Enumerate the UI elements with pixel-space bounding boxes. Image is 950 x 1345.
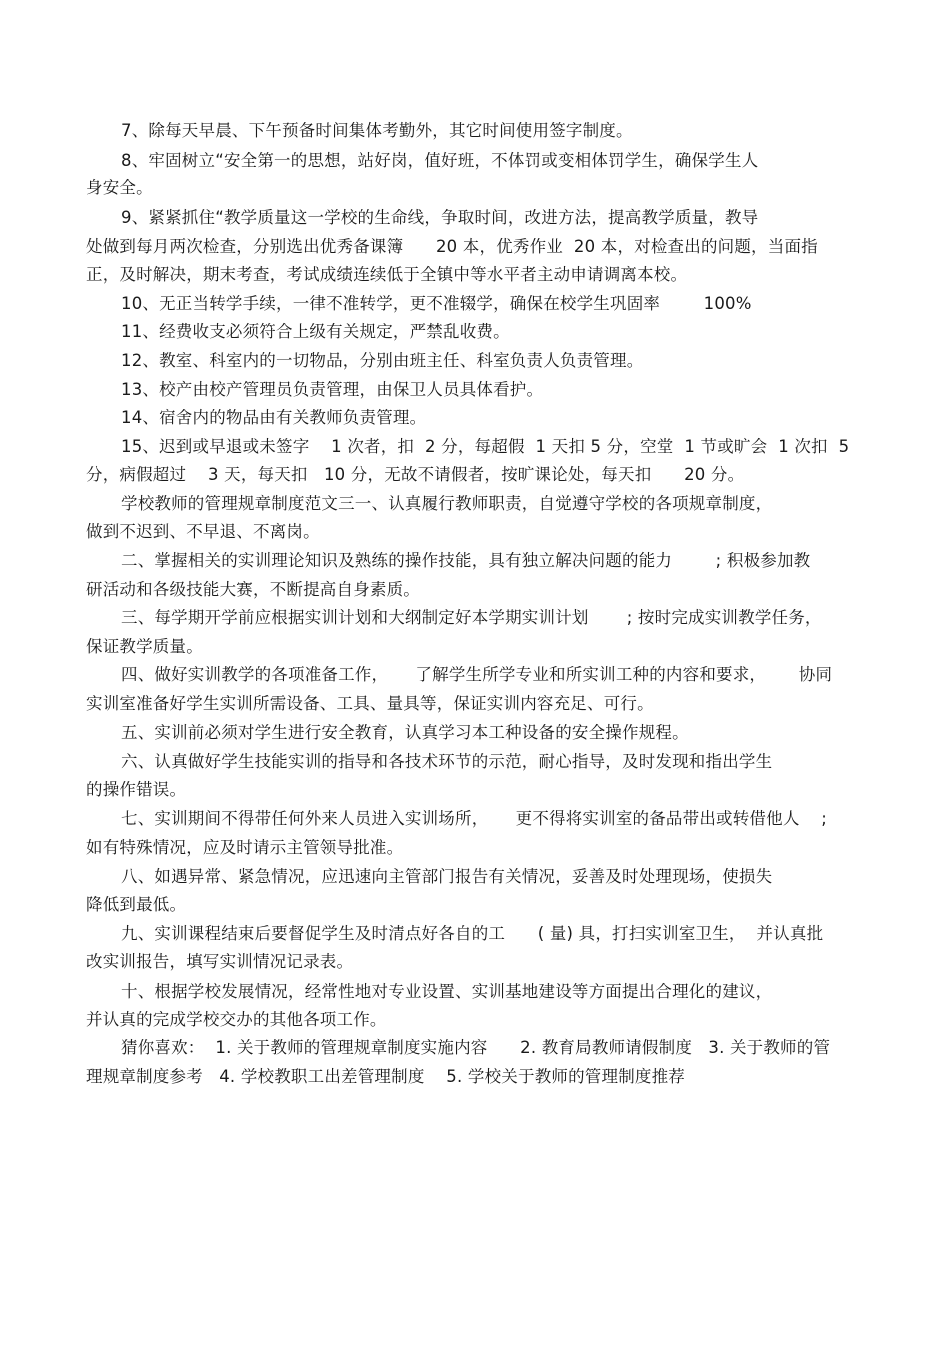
paragraph-line: 六、认真做好学生技能实训的指导和各技术环节的示范，耐心指导，及时发现和指出学生 [121,752,773,771]
paragraph-line: 做到不迟到、不早退、不离岗。 [86,522,320,541]
paragraph-line: 15、迟到或早退或未签字 1 次者，扣 2 分，每超假 1 天扣 5 分，空堂 1 节或旷会 1 次扣 5 [121,437,850,456]
paragraph-line: 分，病假超过 3 天，每天扣 10 分，无故不请假者，按旷课论处，每天扣 20 分。 [86,465,745,484]
recommendations-line: 猜你喜欢： 1. 关于教师的管理规章制度实施内容 2. 教育局教师请假制度 3. 关于教师的管 [121,1038,831,1057]
paragraph-line: 保证教学质量。 [86,637,203,656]
paragraph-line: 处做到每月两次检查，分别选出优秀备课簿 20 本，优秀作业 20 本，对检查出的问题，当面指 [86,237,818,256]
paragraph-line: 13、校产由校产管理员负责管理，由保卫人员具体看护。 [121,380,544,399]
paragraph-line: 并认真的完成学校交办的其他各项工作。 [86,1010,387,1029]
paragraph-line: 8、牢固树立“安全第一的思想，站好岗，值好班，不体罚或变相体罚学生，确保学生人 [121,151,759,170]
paragraph-line: 研活动和各级技能大赛，不断提高自身素质。 [86,580,420,599]
paragraph-line: 9、紧紧抓住“教学质量这一学校的生命线，争取时间，改进方法，提高教学质量，教导 [121,208,759,227]
paragraph-line: 降低到最低。 [86,895,187,914]
paragraph-line: 八、如遇异常、紧急情况，应迅速向主管部门报告有关情况，妥善及时处理现场，使损失 [121,867,773,886]
paragraph-line: 七、实训期间不得带任何外来人员进入实训场所， 更不得将实训室的备品带出或转借他人 ; [121,809,828,828]
paragraph-line: 四、做好实训教学的各项准备工作， 了解学生所学专业和所实训工种的内容和要求， 协同 [121,665,833,684]
paragraph-line: 身安全。 [86,178,153,197]
paragraph-line: 学校教师的管理规章制度范文三一、认真履行教师职责，自觉遵守学校的各项规章制度， [121,494,773,513]
paragraph-line: 10、无正当转学手续，一律不准转学，更不准辍学，确保在校学生巩固率 100% [121,294,752,313]
paragraph-line: 11、经费收支必须符合上级有关规定，严禁乱收费。 [121,322,510,341]
paragraph-line: 实训室准备好学生实训所需设备、工具、量具等，保证实训内容充足、可行。 [86,694,654,713]
paragraph-line: 十、根据学校发展情况，经常性地对专业设置、实训基地建设等方面提出合理化的建议， [121,982,773,1001]
paragraph-line: 正，及时解决，期末考查，考试成绩连续低于全镇中等水平者主动申请调离本校。 [86,265,688,284]
paragraph-line: 7、除每天早晨、下午预备时间集体考勤外，其它时间使用签字制度。 [121,121,633,140]
paragraph-line: 12、教室、科室内的一切物品，分别由班主任、科室负责人负责管理。 [121,351,644,370]
paragraph-line: 如有特殊情况，应及时请示主管领导批准。 [86,838,404,857]
paragraph-line: 九、实训课程结束后要督促学生及时清点好各自的工 ( 量) 具，打扫实训室卫生， 并认真批 [121,924,824,943]
paragraph-line: 三、每学期开学前应根据实训计划和大纲制定好本学期实训计划 ; 按时完成实训教学任务， [121,608,822,627]
paragraph-line: 的操作错误。 [86,780,187,799]
paragraph-line: 五、实训前必须对学生进行安全教育，认真学习本工种设备的安全操作规程。 [121,723,689,742]
paragraph-line: 14、宿舍内的物品由有关教师负责管理。 [121,408,427,427]
paragraph-line: 改实训报告，填写实训情况记录表。 [86,952,354,971]
paragraph-line: 二、掌握相关的实训理论知识及熟练的操作技能，具有独立解决问题的能力 ; 积极参加教 [121,551,811,570]
recommendations-line: 理规章制度参考 4. 学校教职工出差管理制度 5. 学校关于教师的管理制度推荐 [86,1067,685,1086]
